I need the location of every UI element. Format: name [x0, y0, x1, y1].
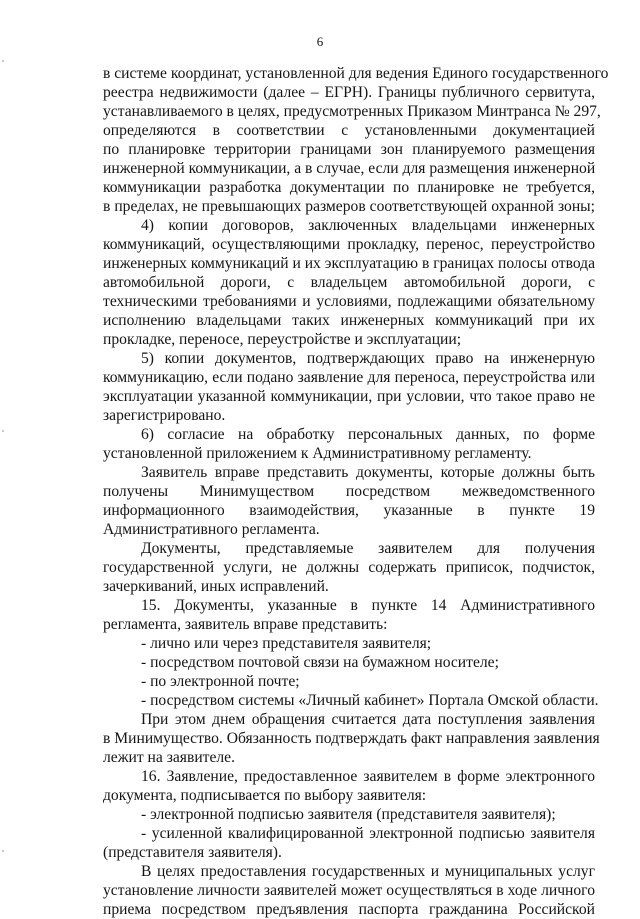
- text-line: (представителя заявителя).: [103, 844, 282, 861]
- text-line: установление личности заявителей может осуществляться в ходе личного: [103, 882, 595, 899]
- scan-artifact: [2, 850, 4, 852]
- text-line: В целях предоставления государственных и муниципальных услуг: [141, 863, 595, 880]
- text-line: - электронной подписью заявителя (представителя заявителя);: [141, 806, 556, 823]
- text-line: документа, подписывается по выбору заявителя:: [103, 787, 427, 804]
- text-line: - посредством почтовой связи на бумажном носителе;: [141, 654, 499, 671]
- text-line: установленной приложением к Административному регламенту.: [103, 445, 532, 462]
- text-line: устанавливаемого в целях, предусмотренных Приказом Минтранса № 297,: [103, 103, 601, 120]
- text-line: лежит на заявителе.: [103, 749, 235, 766]
- text-line: регламента, заявитель вправе представить:: [103, 616, 388, 633]
- text-line: прокладке, переносе, переустройстве и эксплуатации;: [103, 331, 462, 348]
- text-line: инженерной коммуникации, а в случае, если для размещения инженерной: [103, 160, 596, 177]
- text-line: - по электронной почте;: [141, 673, 300, 690]
- text-line: коммуникаций, осуществляющими прокладку, перенос, переустройство: [103, 236, 595, 253]
- text-line: - лично или через представителя заявителя;: [141, 635, 432, 652]
- text-line: 16. Заявление, предоставленное заявителем в форме электронного: [141, 768, 595, 785]
- text-line: Документы, представляемые заявителем для получения: [141, 540, 595, 557]
- text-line: инженерных коммуникаций и их эксплуатацию в границах полосы отвода: [103, 255, 596, 272]
- text-line: определяются в соответствии с установленными документацией: [103, 122, 595, 139]
- text-line: зарегистрировано.: [103, 407, 226, 424]
- page-number: 6: [316, 34, 324, 49]
- text-line: техническими требованиями и условиями, подлежащими обязательному: [103, 293, 595, 310]
- text-line: по планировке территории границами зон планируемого размещения: [103, 141, 595, 158]
- scan-artifact: [2, 430, 4, 432]
- text-line: 15. Документы, указанные в пункте 14 Административного: [141, 597, 595, 614]
- text-line: автомобильной дороги, с владельцем автомобильной дороги, с: [103, 274, 595, 291]
- text-line: приема посредством предъявления паспорта гражданина Российской: [103, 901, 595, 918]
- text-line: в системе координат, установленной для ведения Единого государственного: [103, 65, 609, 82]
- text-line: 5) копии документов, подтверждающих право на инженерную: [141, 350, 595, 367]
- text-line: При этом днем обращения считается дата поступления заявления: [141, 711, 595, 728]
- text-line: эксплуатации указанной коммуникации, при условии, что такое право не: [103, 388, 595, 405]
- text-line: 4) копии договоров, заключенных владельцами инженерных: [141, 217, 595, 234]
- text-line: 6) согласие на обработку персональных данных, по форме: [141, 426, 595, 443]
- text-line: реестра недвижимости (далее – ЕГРН). Границы публичного сервитута,: [103, 84, 595, 101]
- text-line: Административного регламента.: [103, 521, 320, 538]
- text-line: получены Минимуществом посредством межведомственного: [103, 483, 595, 500]
- text-line: государственной услуги, не должны содержать приписок, подчисток,: [103, 559, 595, 576]
- text-line: в пределах, не превышающих размеров соответствующей охранной зоны;: [103, 198, 595, 215]
- text-line: исполнению владельцами таких инженерных коммуникаций при их: [103, 312, 595, 329]
- text-line: - посредством системы «Личный кабинет» Портала Омской области.: [141, 692, 599, 709]
- text-line: зачеркиваний, иных исправлений.: [103, 578, 329, 595]
- text-line: коммуникации разработка документации по планировке не требуется,: [103, 179, 595, 196]
- text-line: Заявитель вправе представить документы, которые должны быть: [141, 464, 595, 481]
- scan-artifact: [2, 60, 4, 62]
- text-line: коммуникацию, если подано заявление для переноса, переустройства или: [103, 369, 595, 386]
- text-line: - усиленной квалифицированной электронной подписью заявителя: [141, 825, 595, 842]
- text-line: информационного взаимодействия, указанные в пункте 19: [103, 502, 595, 519]
- text-line: в Минимущество. Обязанность подтверждать факт направления заявления: [103, 730, 600, 747]
